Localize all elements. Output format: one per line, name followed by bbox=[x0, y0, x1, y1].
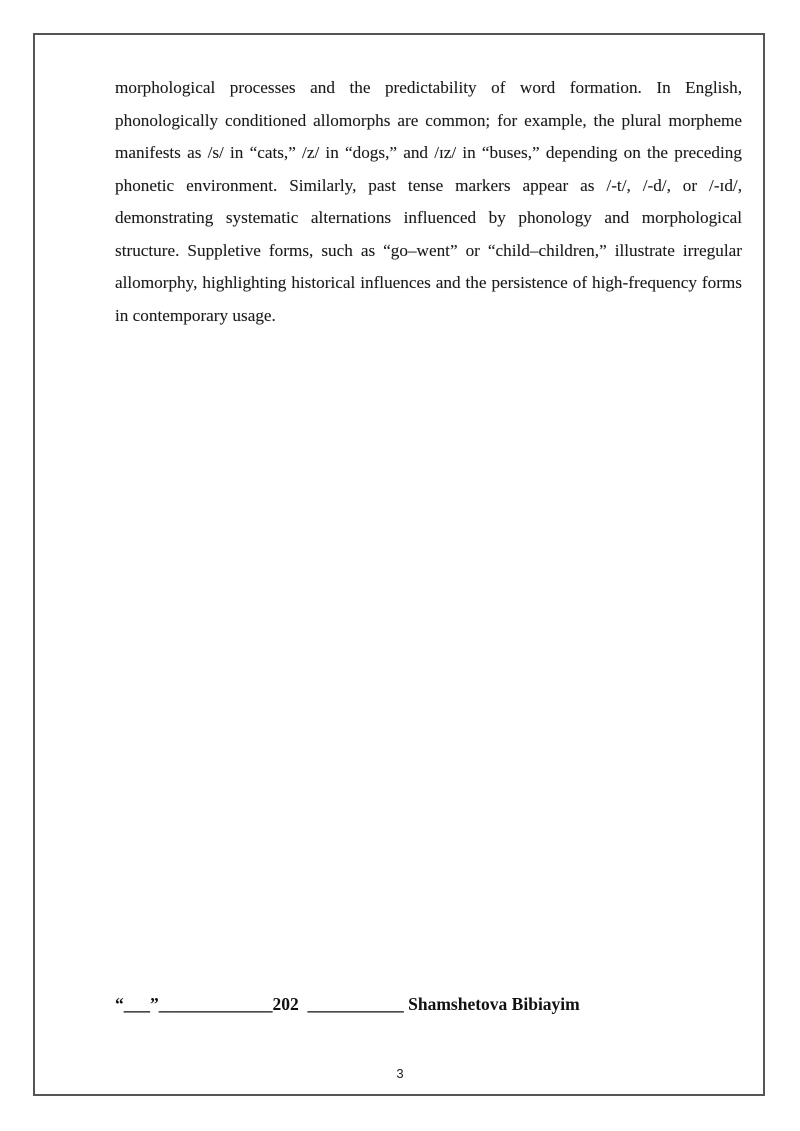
body-paragraph: morphological processes and the predictability of word formation. In English, phonologically conditioned allomorphs are common; for example, the plural morpheme manifests as /s/ in “cats,” /z/ in “dogs,” and /ɪz/ in “buses,” depending on the preceding phonetic environment. Similarly, past tense markers appear as /-t/, /-d/, or /-ɪd/, demonstrating systematic alternations influenced by phonology and morphological structure. Suppletive forms, such as “go–went” or “child–children,” illustrate irregular allomorphy, highlighting historical influences and the persistence of high-frequency forms in contemporary usage. bbox=[115, 78, 742, 325]
signature-line: “___”_____________202 ___________ Shamshetova Bibiayim bbox=[115, 994, 580, 1014]
page-number: 3 bbox=[396, 1066, 404, 1081]
